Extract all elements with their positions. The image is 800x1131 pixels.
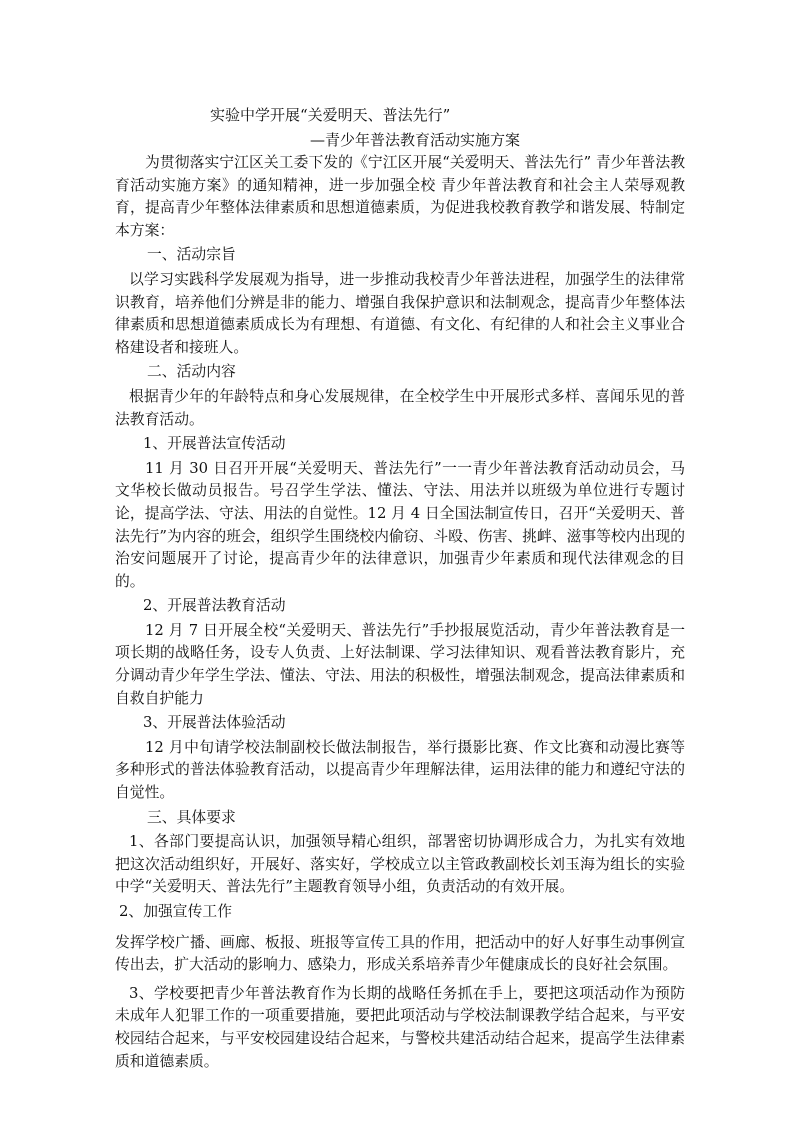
subheading-education: 2、开展普法教育活动 (143, 597, 286, 615)
purpose-paragraph: 以学习实践科学发展观为指导，进一步推动我校青少年普法进程，加强学生的法律常识教育，培养他们分辨是非的能力、增强自我保护意识和法制观念，提高青少年整体法律素质和思想道德素质成长为有理想、有道德、有文化、有纪律的人和社会主义事业合格建设者和接班人。 (115, 270, 685, 356)
section-heading-purpose: 一、活动宗旨 (147, 246, 236, 264)
requirement-3-paragraph: 3、学校要把青少年普法教育作为长期的战略任务抓在手上，要把这项活动作为预防未成年人犯罪工作的一项重要措施，要把此项活动与学校法制课教学结合起来，与平安校园结合起来，与平安校园建设结合起来，与警校共建活动结合起来，提高学生法律素质和道德素质。 (115, 984, 685, 1070)
publicity-paragraph: 11 月 30 日召开开展“关爱明天、普法先行”一一青少年普法教育活动动员会，马文华校长做动员报告。号召学生学法、懂法、守法、用法并以班级为单位进行专题讨论，提高学法、守法、用法的自觉性。12 月 4 日全国法制宣传日，召开“关爱明天、普法先行”为内容的班会，组织学生围绕校内偷窃、斗殴、伤害、挑衅、滋事等校内出现的治安问题展开了讨论，提高青少年的法律意识，加强青少年素质和现代法律观念的目的。 (115, 459, 685, 590)
content-paragraph: 根据青少年的年龄特点和身心发展规律，在全校学生中开展形式多样、喜闻乐见的普法教育活动。 (115, 387, 685, 428)
subheading-publicity: 1、开展普法宣传活动 (143, 435, 286, 453)
section-heading-requirements: 三、具体要求 (147, 808, 236, 826)
requirement-2-paragraph: 发挥学校广播、画廊、板报、班报等宣传工具的作用，把活动中的好人好事生动事例宣传出去，扩大活动的影响力、感染力，形成关系培养青少年健康成长的良好社会氛围。 (115, 933, 685, 974)
subheading-experience: 3、开展普法体验活动 (143, 714, 286, 732)
section-heading-content: 二、活动内容 (147, 363, 236, 381)
intro-paragraph: 为贯彻落实宁江区关工委下发的《宁江区开展“关爱明天、普法先行” 青少年普法教育活动实施方案》的通知精神，进一步加强全校 青少年普法教育和社会主人荣辱观教育，提高青少年整体法律素质和思想道德素质，为促进我校教育教学和谐发展、特制定本方案： (115, 154, 685, 239)
subheading-publicity-work: 2、加强宣传工作 (119, 903, 232, 920)
requirement-1-paragraph: 1、各部门要提高认识，加强领导精心组织，部署密切协调形成合力，为扎实有效地把这次活动组织好，开展好、落实好，学校成立以主管政教副校长刘玉海为组长的实验中学“关爱明天、普法先行”主题教育领导小组，负责活动的有效开展。 (115, 833, 685, 896)
document-subtitle: —青少年普法教育活动实施方案 (310, 131, 521, 149)
document-title: 实验中学开展“关爱明天、普法先行” (210, 106, 451, 124)
experience-paragraph: 12 月中旬请学校法制副校长做法制报告，举行摄影比赛、作文比赛和动漫比赛等多种形式的普法体验教育活动，以提高青少年理解法律，运用法律的能力和遵纪守法的自觉性。 (115, 738, 685, 802)
education-paragraph: 12 月 7 日开展全校“关爱明天、普法先行”手抄报展览活动，青少年普法教育是一项长期的战略任务，设专人负责、上好法制课、学习法律知识、观看普法教育影片，充分调动青少年学生学法、懂法、守法、用法的积极性，增强法制观念，提高法律素质和自救自护能力 (115, 621, 685, 707)
document-body (115, 152, 685, 1073)
